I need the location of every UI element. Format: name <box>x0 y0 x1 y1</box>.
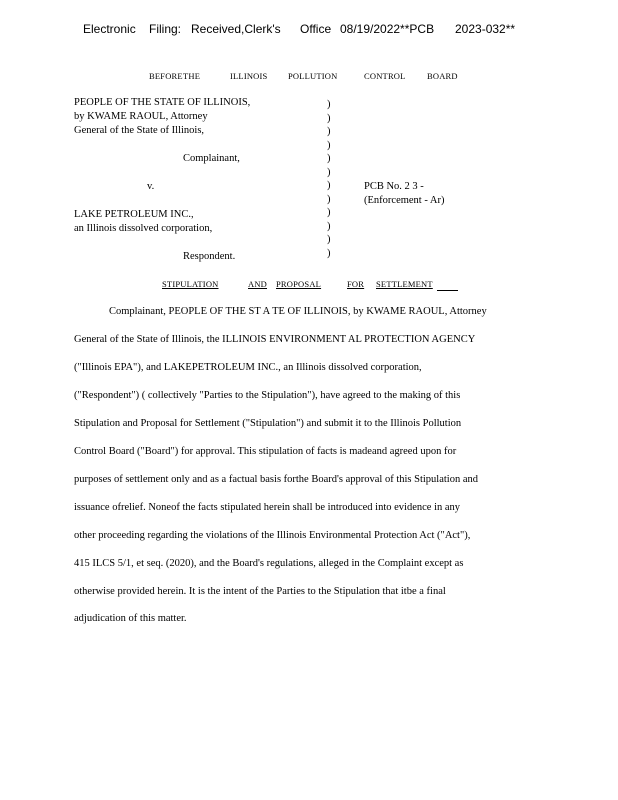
caption-paren: ) <box>327 247 331 259</box>
body-line: ("Illinois EPA"), and LAKEPETROLEUM INC., an Illinois dissolved corporation, <box>74 362 422 373</box>
board-title-word: ILLINOIS <box>230 71 268 81</box>
caption-parentheses <box>327 98 331 260</box>
board-title-word: THE <box>183 71 201 81</box>
filing-header-word: Received,Clerk's <box>191 22 281 36</box>
board-title-word: BOARD <box>427 71 458 81</box>
defendant-line: LAKE PETROLEUM INC., <box>74 209 194 220</box>
filing-header-date: 08/19/2022**PCB <box>340 22 435 36</box>
section-title-word: PROPOSAL <box>276 279 322 289</box>
caption-paren: ) <box>327 112 331 124</box>
complainant-label: Complainant, <box>183 153 240 164</box>
plaintiff-line: PEOPLE OF THE STATE OF ILLINOIS, <box>74 97 251 108</box>
body-line: Complainant, PEOPLE OF THE ST A TE OF ILLINOIS, by KWAME RAOUL, Attorney <box>109 306 487 317</box>
filing-header-word: Filing: <box>149 22 182 36</box>
filing-header-word: Office <box>300 22 332 36</box>
caption-paren: ) <box>327 153 331 164</box>
body-line: ("Respondent") ( collectively "Parties to the Stipulation"), have agreed to the making of this <box>74 390 461 401</box>
caption-paren: ) <box>327 99 331 110</box>
board-title-word: CONTROL <box>364 71 406 81</box>
body-line: Control Board ("Board") for approval. This stipulation of facts is madeand agreed upon for <box>74 446 457 457</box>
body-line: Stipulation and Proposal for Settlement ("Stipulation") and submit it to the Illinois Pollution <box>74 418 462 429</box>
body-line: otherwise provided herein. It is the intent of the Parties to the Stipulation that itbe a final <box>74 586 446 597</box>
section-title-word: SETTLEMENT <box>376 279 433 289</box>
body-line: adjudication of this matter. <box>74 613 187 624</box>
filing-header-docket: 2023-032** <box>455 22 516 36</box>
defendant-line: an Illinois dissolved corporation, <box>74 223 213 234</box>
board-title-word: BEFORE <box>149 71 183 81</box>
section-title-word: FOR <box>347 279 365 289</box>
plaintiff-line: by KWAME RAOUL, Attorney <box>74 111 208 122</box>
caption-paren: ) <box>327 193 331 205</box>
caption-paren: ) <box>327 220 331 232</box>
plaintiff-line: General of the State of Illinois, <box>74 125 205 136</box>
caption-paren: ) <box>327 234 331 245</box>
body-line: purposes of settlement only and as a factual basis forthe Board's approval of this Stipulation and <box>74 474 479 485</box>
caption-paren: ) <box>327 180 331 191</box>
body-line: 415 ILCS 5/1, et seq. (2020), and the Board's regulations, alleged in the Complaint except as <box>74 558 464 569</box>
filing-header-word: Electronic <box>83 22 136 36</box>
caption-paren: ) <box>327 207 331 218</box>
case-number: PCB No. 2 3 - <box>364 181 424 192</box>
body-line: General of the State of Illinois, the ILLINOIS ENVIRONMENT AL PROTECTION AGENCY <box>74 334 476 345</box>
board-title-word: POLLUTION <box>288 71 338 81</box>
versus-label: v. <box>147 181 155 192</box>
case-type: (Enforcement - Ar) <box>364 195 445 206</box>
section-title-word: AND <box>248 279 268 289</box>
section-title-word: STIPULATION <box>162 279 219 289</box>
body-line: issuance ofrelief. Noneof the facts stipulated herein shall be introduced into evidence in any <box>74 502 461 513</box>
respondent-label: Respondent. <box>183 251 236 262</box>
caption-paren: ) <box>327 166 331 178</box>
caption-paren: ) <box>327 139 331 151</box>
body-line: other proceeding regarding the violations of the Illinois Environmental Protection Act ("Act"), <box>74 530 471 541</box>
title-underline-rule <box>437 290 458 291</box>
caption-paren: ) <box>327 126 331 137</box>
